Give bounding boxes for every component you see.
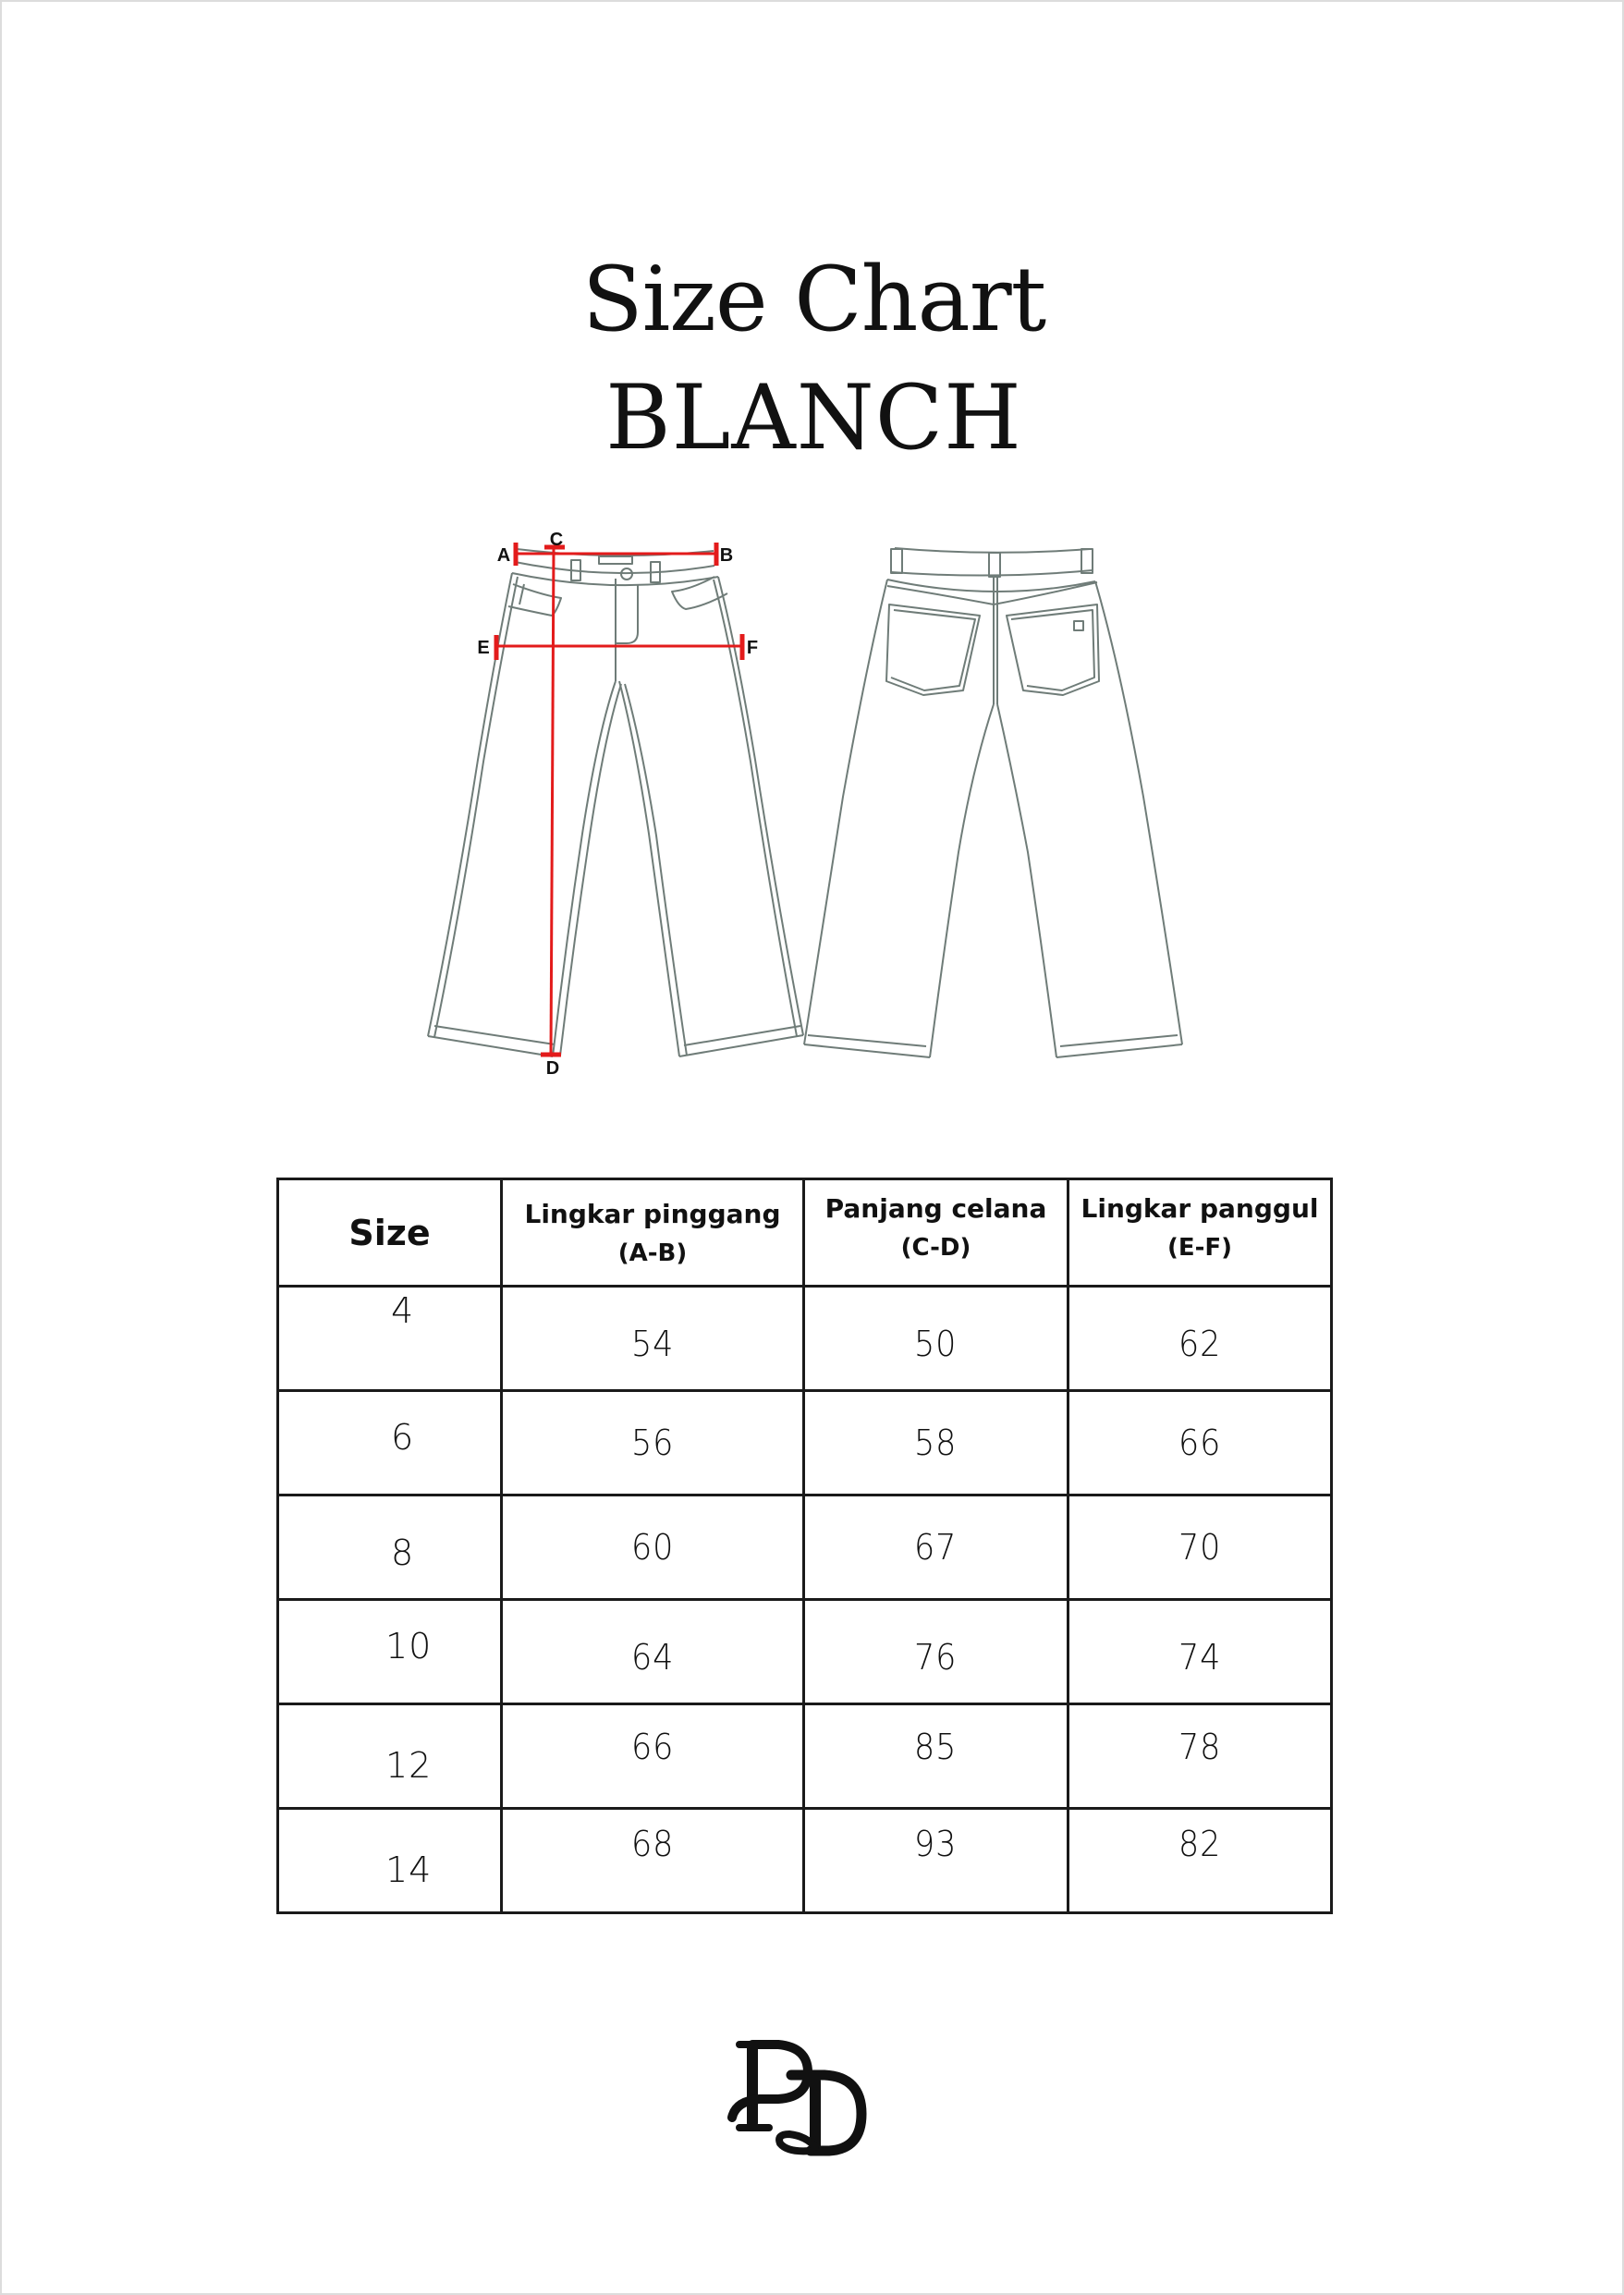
size-table (276, 1178, 1333, 1914)
back-pants-sketch (804, 548, 1182, 1057)
cell-length: 67 (804, 1495, 1068, 1600)
header-length-code: (C-D) (900, 1233, 971, 1262)
cell-length: 85 (804, 1704, 1068, 1809)
header-size-label: Size (348, 1212, 431, 1253)
header-hip-code: (E-F) (1166, 1233, 1233, 1262)
cell-size: 10 (278, 1600, 502, 1704)
pants-measurement-diagram (2, 2, 1624, 1111)
measurement-lines (496, 543, 742, 1055)
table-row (278, 1809, 1332, 1913)
pd-monogram-logo (723, 2031, 871, 2160)
measure-label-d: D (545, 1058, 560, 1079)
measure-label-e: E (477, 638, 490, 658)
cell-hip: 62 (1068, 1287, 1332, 1391)
cell-hip: 74 (1068, 1600, 1332, 1704)
cell-length: 76 (804, 1600, 1068, 1704)
header-waist (502, 1179, 804, 1287)
table-row (278, 1287, 1332, 1391)
table-row (278, 1704, 1332, 1809)
measure-label-b: B (719, 545, 734, 566)
header-size (278, 1179, 502, 1287)
cell-waist: 66 (502, 1704, 804, 1809)
header-hip (1068, 1179, 1332, 1287)
cell-waist: 54 (502, 1287, 804, 1391)
table-row (278, 1495, 1332, 1600)
cell-hip: 70 (1068, 1495, 1332, 1600)
table-row (278, 1391, 1332, 1495)
cell-waist: 60 (502, 1495, 804, 1600)
table-header-row (278, 1179, 1332, 1287)
page-title: Size Chart (581, 248, 1046, 351)
front-pants-sketch (428, 549, 803, 1056)
measure-label-c: C (549, 530, 564, 550)
cell-length: 50 (804, 1287, 1068, 1391)
header-length-label: Panjang celana (824, 1192, 1047, 1224)
cell-size: 4 (278, 1287, 502, 1391)
header-waist-label: Lingkar pinggang (524, 1198, 781, 1229)
measure-label-f: F (746, 638, 759, 658)
cell-hip: 82 (1068, 1809, 1332, 1913)
measure-label-a: A (496, 545, 511, 566)
cell-waist: 68 (502, 1809, 804, 1913)
header-hip-label: Lingkar panggul (1081, 1192, 1319, 1224)
header-waist-code: (A-B) (617, 1239, 688, 1267)
cell-size: 8 (278, 1495, 502, 1600)
cell-waist: 64 (502, 1600, 804, 1704)
product-name: BLANCH (605, 366, 1022, 470)
table-row (278, 1600, 1332, 1704)
cell-length: 93 (804, 1809, 1068, 1913)
cell-length: 58 (804, 1391, 1068, 1495)
cell-size: 14 (278, 1809, 502, 1913)
header-length (804, 1179, 1068, 1287)
cell-size: 12 (278, 1704, 502, 1809)
cell-hip: 66 (1068, 1391, 1332, 1495)
cell-size: 6 (278, 1391, 502, 1495)
cell-hip: 78 (1068, 1704, 1332, 1809)
cell-waist: 56 (502, 1391, 804, 1495)
